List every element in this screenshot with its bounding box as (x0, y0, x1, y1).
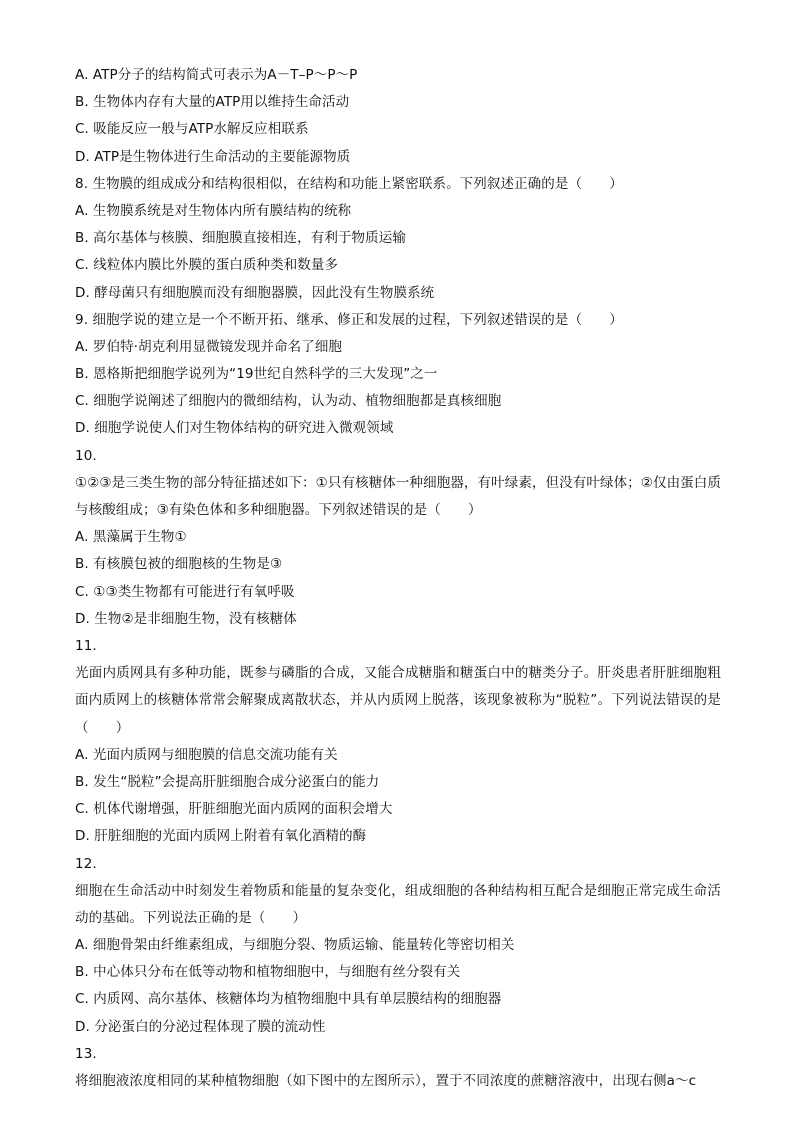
option-a: A. 光面内质网与细胞膜的信息交流功能有关 (75, 746, 338, 763)
option-a: A. 黑藻属于生物① (75, 529, 187, 546)
option-c: C. 线粒体内膜比外膜的蛋白质种类和数量多 (75, 257, 339, 274)
option-d: D. ATP是生物体进行生命活动的主要能源物质 (75, 148, 351, 165)
option-d: D. 肝脏细胞的光面内质网上附着有氧化酒精的酶 (75, 828, 367, 845)
option-a: A. 细胞骨架由纤维素组成，与细胞分裂、物质运输、能量转化等密切相关 (75, 937, 515, 954)
question-stem: 8. 生物膜的组成成分和结构很相似，在结构和功能上紧密联系。下列叙述正确的是（ ） (75, 175, 623, 192)
option-a: A. 生物膜系统是对生物体内所有膜结构的统称 (75, 202, 352, 219)
option-b: B. 有核膜包被的细胞核的生物是③ (75, 556, 283, 573)
option-d: D. 细胞学说使人们对生物体结构的研究进入微观领域 (75, 420, 394, 437)
option-a: A. ATP分子的结构简式可表示为A－T–P～P～P (75, 67, 358, 83)
option-d: D. 酵母菌只有细胞膜而没有细胞器膜，因此没有生物膜系统 (75, 284, 435, 301)
option-c: C. ①③类生物都有可能进行有氧呼吸 (75, 583, 295, 600)
option-d: D. 生物②是非细胞生物，没有核糖体 (75, 610, 297, 627)
option-b: B. 发生“脱粒”会提高肝脏细胞合成分泌蛋白的能力 (75, 773, 380, 790)
question-stem: 9. 细胞学说的建立是一个不断开拓、继承、修正和发展的过程，下列叙述错误的是（ ） (75, 311, 623, 328)
question-number: 13. (75, 1045, 97, 1062)
option-c: C. 机体代谢增强，肝脏细胞光面内质网的面积会增大 (75, 801, 393, 818)
question-10 (75, 443, 721, 633)
option-d: D. 分泌蛋白的分泌过程体现了膜的流动性 (75, 1018, 326, 1035)
question-number: 11. (75, 637, 97, 654)
question-number: 12. (75, 855, 97, 872)
option-b: B. 高尔基体与核膜、细胞膜直接相连，有利于物质运输 (75, 230, 406, 247)
question-11 (75, 633, 721, 851)
question-stem: 细胞在生命活动中时刻发生着物质和能量的复杂变化，组成细胞的各种结构相互配合是细胞正常完成生命活动的基础。下列说法正确的是（ ） (75, 882, 721, 926)
exam-page (75, 62, 721, 1095)
option-c: C. 细胞学说阐述了细胞内的微细结构，认为动、植物细胞都是真核细胞 (75, 393, 502, 410)
question-stem: ①②③是三类生物的部分特征描述如下：①只有核糖体一种细胞器，有叶绿素，但没有叶绿体；②仅由蛋白质与核酸组成；③有染色体和多种细胞器。下列叙述错误的是（ ） (75, 474, 721, 519)
option-b: B. 生物体内存有大量的ATP用以维持生命活动 (75, 94, 350, 111)
question-13 (75, 1041, 721, 1095)
option-b: B. 中心体只分布在低等动物和植物细胞中，与细胞有丝分裂有关 (75, 964, 461, 981)
option-a: A. 罗伯特·胡克利用显微镜发现并命名了细胞 (75, 338, 343, 355)
question-stem: 光面内质网具有多种功能，既参与磷脂的合成，又能合成糖脂和糖蛋白中的糖类分子。肝炎患者肝脏细胞粗面内质网上的核糖体常常会解聚成离散状态，并从内质网上脱落，该现象被称为“脱粒”。下列说法错误的是（ ） (75, 665, 721, 736)
question-number: 10. (75, 447, 97, 464)
question-7-options (75, 62, 721, 171)
option-b: B. 恩格斯把细胞学说列为“19世纪自然科学的三大发现”之一 (75, 366, 438, 383)
option-c: C. 内质网、高尔基体、核糖体均为植物细胞中具有单层膜结构的细胞器 (75, 991, 502, 1008)
question-9 (75, 307, 721, 443)
option-c: C. 吸能反应一般与ATP水解反应相联系 (75, 121, 309, 138)
question-12 (75, 851, 721, 1041)
question-8 (75, 171, 721, 307)
question-stem: 将细胞液浓度相同的某种植物细胞（如下图中的左图所示），置于不同浓度的蔗糖溶液中，出现右侧a～c (75, 1073, 697, 1090)
